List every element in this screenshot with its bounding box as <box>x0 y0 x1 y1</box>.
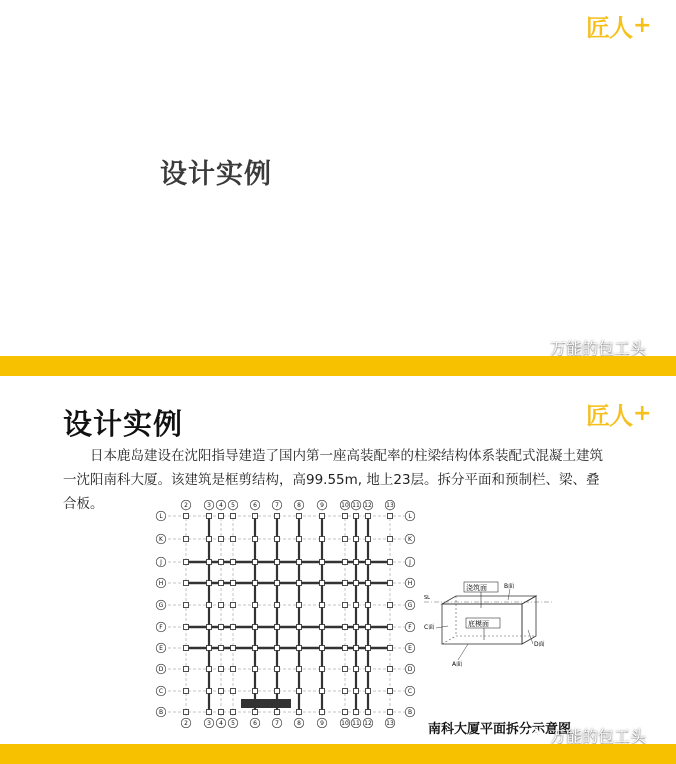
col-axis-label-5-bottom: 5 <box>231 720 235 728</box>
column-node <box>343 710 348 715</box>
col-axis-label-6-top: 6 <box>253 502 257 510</box>
column-node <box>231 625 236 630</box>
column-node <box>366 581 371 586</box>
column-node <box>297 625 302 630</box>
column-node <box>253 537 258 542</box>
divider-band <box>0 356 676 376</box>
column-node <box>253 560 258 565</box>
column-node <box>184 514 189 519</box>
shear-wall-block <box>241 699 291 708</box>
row-axis-label-D-right: D <box>407 666 413 674</box>
column-node <box>354 560 359 565</box>
column-node <box>219 710 224 715</box>
column-node <box>343 514 348 519</box>
logo-plus: + <box>633 13 652 38</box>
col-axis-label-8-bottom: 8 <box>297 720 301 728</box>
row-axis-label-L-right: L <box>408 513 412 521</box>
column-node <box>388 603 393 608</box>
column-node <box>388 667 393 672</box>
row-axis-label-K-left: K <box>159 536 163 544</box>
column-node <box>219 537 224 542</box>
column-node <box>231 646 236 651</box>
column-node <box>231 667 236 672</box>
slide-1 <box>0 0 676 356</box>
column-node <box>320 603 325 608</box>
column-node <box>275 514 280 519</box>
column-node <box>297 537 302 542</box>
brand-logo-2 <box>586 396 651 431</box>
column-node <box>184 560 189 565</box>
column-node <box>184 667 189 672</box>
column-node <box>343 689 348 694</box>
watermark-2 <box>524 724 646 744</box>
column-node <box>207 537 212 542</box>
logo-text-2: 匠人 <box>586 402 632 430</box>
column-node <box>320 537 325 542</box>
column-node <box>297 581 302 586</box>
column-node <box>207 560 212 565</box>
row-axis-label-E-right: E <box>408 645 412 653</box>
precast-element-diagram <box>424 574 552 669</box>
column-node <box>253 689 258 694</box>
wechat-icon-2 <box>524 727 546 745</box>
row-axis-label-C-right: C <box>407 688 413 696</box>
column-node <box>219 603 224 608</box>
slide-2-paragraph: 日本鹿岛建设在沈阳指导建造了国内第一座高装配率的柱梁结构体系装配式混凝土建筑一沈阳南科大厦。该建筑是框剪结构，高99.55m, 地上23层。拆分平面和预制栏、梁、叠合板。 <box>63 448 603 512</box>
column-node <box>219 560 224 565</box>
column-node <box>297 603 302 608</box>
column-node <box>253 625 258 630</box>
slide-1-title: 设计实例 <box>160 159 272 190</box>
label-face-d: D面 <box>534 641 545 648</box>
column-node <box>275 537 280 542</box>
col-axis-label-10-bottom: 10 <box>341 720 349 728</box>
slide-2-title: 设计实例 <box>63 407 184 441</box>
column-node <box>366 514 371 519</box>
row-axis-label-L-left: L <box>159 513 163 521</box>
col-axis-label-13-top: 13 <box>386 502 394 510</box>
column-node <box>366 646 371 651</box>
column-node <box>320 625 325 630</box>
col-axis-label-3-top: 3 <box>207 502 211 510</box>
column-node <box>275 560 280 565</box>
column-node <box>354 667 359 672</box>
column-node <box>388 581 393 586</box>
row-axis-label-D-left: D <box>158 666 164 674</box>
column-node <box>219 581 224 586</box>
column-node <box>343 667 348 672</box>
row-axis-label-H-right: H <box>407 580 413 588</box>
column-node <box>253 667 258 672</box>
column-node <box>231 603 236 608</box>
column-node <box>343 537 348 542</box>
column-node <box>275 603 280 608</box>
column-node <box>297 514 302 519</box>
brand-logo <box>586 8 651 43</box>
row-axis-label-G-right: G <box>407 602 413 610</box>
column-node <box>366 603 371 608</box>
row-axis-label-F-left: F <box>159 624 163 632</box>
col-axis-label-8-top: 8 <box>297 502 301 510</box>
column-node <box>297 689 302 694</box>
row-axis-label-C-left: C <box>158 688 164 696</box>
column-node <box>184 710 189 715</box>
column-node <box>184 581 189 586</box>
watermark-text: 万能的包工头 <box>550 339 647 356</box>
column-node <box>219 514 224 519</box>
col-axis-label-11-bottom: 11 <box>352 720 360 728</box>
column-node <box>343 646 348 651</box>
col-axis-label-6-bottom: 6 <box>253 720 257 728</box>
column-node <box>388 646 393 651</box>
column-node <box>231 689 236 694</box>
col-axis-label-12-bottom: 12 <box>364 720 372 728</box>
col-axis-label-2-bottom: 2 <box>184 720 188 728</box>
row-axis-label-G-left: G <box>158 602 164 610</box>
column-node <box>354 646 359 651</box>
column-node <box>343 581 348 586</box>
column-node <box>320 514 325 519</box>
column-node <box>184 689 189 694</box>
col-axis-label-9-bottom: 9 <box>320 720 324 728</box>
column-node <box>275 581 280 586</box>
column-node <box>253 581 258 586</box>
column-node <box>388 625 393 630</box>
label-face-a: A面 <box>452 661 463 668</box>
row-axis-label-J-left: J <box>160 559 162 567</box>
logo-text: 匠人 <box>586 14 632 42</box>
column-node <box>207 603 212 608</box>
column-node <box>275 667 280 672</box>
column-node <box>207 667 212 672</box>
column-node <box>253 710 258 715</box>
label-bottom-face: 底模面 <box>468 620 489 628</box>
column-node <box>207 514 212 519</box>
logo-plus-2: + <box>633 401 652 426</box>
column-node <box>320 667 325 672</box>
column-node <box>388 689 393 694</box>
col-axis-label-9-top: 9 <box>320 502 324 510</box>
column-node <box>219 667 224 672</box>
column-node <box>388 537 393 542</box>
column-node <box>207 625 212 630</box>
col-axis-label-7-top: 7 <box>275 502 279 510</box>
column-node <box>354 537 359 542</box>
column-node <box>366 537 371 542</box>
column-node <box>388 710 393 715</box>
column-node <box>366 625 371 630</box>
label-face-b: B面 <box>504 583 515 590</box>
col-axis-label-2-top: 2 <box>184 502 188 510</box>
column-node <box>207 689 212 694</box>
column-node <box>184 625 189 630</box>
column-node <box>184 646 189 651</box>
row-axis-label-H-left: H <box>158 580 164 588</box>
row-axis-label-K-right: K <box>408 536 412 544</box>
column-node <box>320 689 325 694</box>
column-node <box>219 625 224 630</box>
column-node <box>320 581 325 586</box>
column-node <box>275 689 280 694</box>
col-axis-label-4-top: 4 <box>219 502 223 510</box>
column-node <box>207 646 212 651</box>
column-node <box>275 646 280 651</box>
column-node <box>343 625 348 630</box>
row-axis-label-E-left: E <box>159 645 163 653</box>
column-node <box>343 560 348 565</box>
column-node <box>366 560 371 565</box>
column-node <box>388 560 393 565</box>
column-node <box>297 646 302 651</box>
column-node <box>354 710 359 715</box>
column-node <box>231 514 236 519</box>
row-axis-label-F-right: F <box>408 624 412 632</box>
column-node <box>253 646 258 651</box>
floor-plan-diagram <box>148 500 428 728</box>
row-axis-label-B-right: B <box>407 709 413 717</box>
watermark <box>524 336 646 356</box>
watermark-text-2: 万能的包工头 <box>550 727 647 744</box>
column-node <box>207 581 212 586</box>
column-node <box>253 603 258 608</box>
column-node <box>354 625 359 630</box>
label-face-c: C面 <box>424 624 435 631</box>
column-node <box>297 710 302 715</box>
row-axis-label-B-left: B <box>158 709 164 717</box>
column-node <box>231 710 236 715</box>
column-node <box>297 560 302 565</box>
col-axis-label-7-bottom: 7 <box>275 720 279 728</box>
column-node <box>231 560 236 565</box>
slide-2 <box>0 376 676 744</box>
column-node <box>354 689 359 694</box>
column-node <box>184 603 189 608</box>
column-node <box>207 710 212 715</box>
col-axis-label-5-top: 5 <box>231 502 235 510</box>
column-node <box>253 514 258 519</box>
column-node <box>184 537 189 542</box>
column-node <box>354 603 359 608</box>
column-node <box>366 710 371 715</box>
column-node <box>366 667 371 672</box>
column-node <box>354 581 359 586</box>
column-node <box>219 689 224 694</box>
column-node <box>320 710 325 715</box>
column-node <box>388 514 393 519</box>
wechat-icon <box>524 339 546 357</box>
col-axis-label-10-top: 10 <box>341 502 349 510</box>
row-axis-label-J-right: J <box>409 559 411 567</box>
column-node <box>343 603 348 608</box>
col-axis-label-3-bottom: 3 <box>207 720 211 728</box>
col-axis-label-13-bottom: 13 <box>386 720 394 728</box>
column-node <box>231 537 236 542</box>
column-node <box>320 560 325 565</box>
col-axis-label-11-top: 11 <box>352 502 360 510</box>
column-node <box>275 625 280 630</box>
column-node <box>219 646 224 651</box>
label-axis-mark: SL <box>424 595 430 601</box>
column-node <box>320 646 325 651</box>
column-node <box>354 514 359 519</box>
footer-band <box>0 744 676 764</box>
col-axis-label-12-top: 12 <box>364 502 372 510</box>
column-node <box>297 667 302 672</box>
col-axis-label-4-bottom: 4 <box>219 720 223 728</box>
label-pour-face: 浇筑面 <box>466 584 487 592</box>
column-node <box>231 581 236 586</box>
figure-caption: 南科大厦平面拆分示意图 <box>428 722 572 737</box>
column-node <box>275 710 280 715</box>
column-node <box>366 689 371 694</box>
